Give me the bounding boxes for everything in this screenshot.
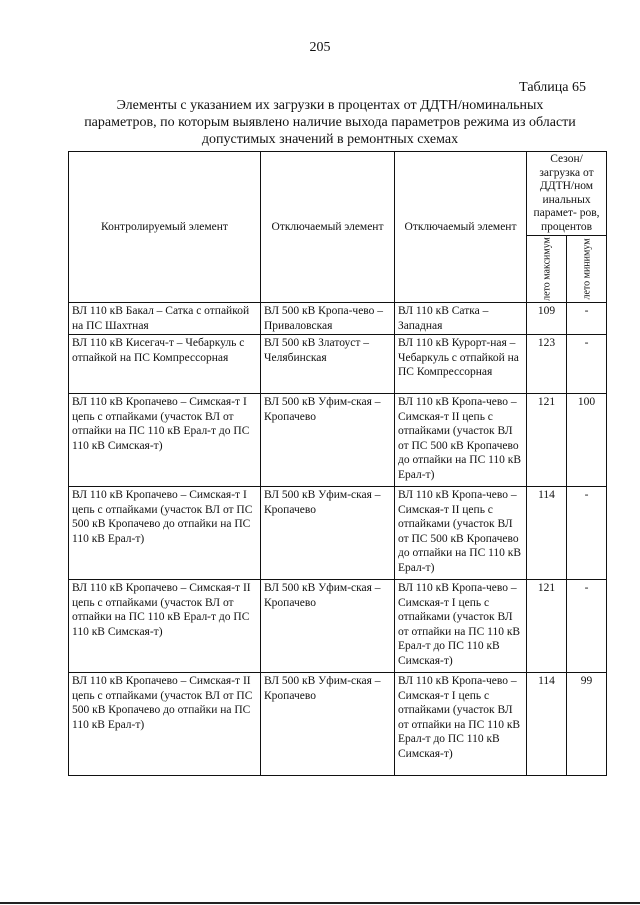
cell-disconnected-1: ВЛ 500 кВ Златоуст – Челябинская xyxy=(261,335,395,394)
cell-disconnected-1: ВЛ 500 кВ Уфим-ская – Кропачево xyxy=(261,394,395,487)
page-number: 205 xyxy=(309,40,331,55)
table-row xyxy=(69,394,607,487)
cell-summer-min: - xyxy=(567,580,607,673)
cell-disconnected-2: ВЛ 110 кВ Сатка – Западная xyxy=(395,303,527,335)
table-row xyxy=(69,487,607,580)
cell-disconnected-2: ВЛ 110 кВ Курорт-ная – Чебаркуль с отпайкой на ПС Компрессорная xyxy=(395,335,527,394)
cell-summer-min: - xyxy=(567,335,607,394)
cell-summer-max: 114 xyxy=(527,487,567,580)
cell-disconnected-1: ВЛ 500 кВ Уфим-ская – Кропачево xyxy=(261,487,395,580)
cell-summer-max: 123 xyxy=(527,335,567,394)
page-bottom-edge xyxy=(0,902,640,904)
cell-controlled: ВЛ 110 кВ Бакал – Сатка с отпайкой на ПС Шахтная xyxy=(69,303,261,335)
header-summer-max-text: лето максимум xyxy=(541,237,552,301)
cell-disconnected-2: ВЛ 110 кВ Кропа-чево – Симская-т II цепь с отпайками (участок ВЛ от ПС 500 кВ Кропачево до отпайки на ПС 110 кВ Ерал-т) xyxy=(395,487,527,580)
table-label: Таблица 65 xyxy=(519,80,586,95)
cell-summer-max: 109 xyxy=(527,303,567,335)
header-summer-min-text: лето минимум xyxy=(581,238,592,300)
cell-disconnected-2: ВЛ 110 кВ Кропа-чево – Симская-т II цепь с отпайками (участок ВЛ от ПС 500 кВ Кропачево до отпайки на ПС 110 кВ Ерал-т) xyxy=(395,394,527,487)
header-disconnected-element-2: Отключаемый элемент xyxy=(395,152,527,303)
cell-controlled: ВЛ 110 кВ Кисегач-т – Чебаркуль с отпайкой на ПС Компрессорная xyxy=(69,335,261,394)
cell-controlled: ВЛ 110 кВ Кропачево – Симская-т II цепь с отпайками (участок ВЛ от отпайки на ПС 110 кВ Ерал-т до ПС 110 кВ Симская-т) xyxy=(69,580,261,673)
cell-summer-max: 114 xyxy=(527,673,567,776)
header-season-load: Сезон/ загрузка от ДДТН/ном инальных парамет- ров, процентов xyxy=(527,152,607,236)
cell-summer-min: - xyxy=(567,303,607,335)
cell-summer-min: 100 xyxy=(567,394,607,487)
table-row xyxy=(69,303,607,335)
header-summer-max xyxy=(527,236,567,303)
cell-disconnected-2: ВЛ 110 кВ Кропа-чево – Симская-т I цепь с отпайками (участок ВЛ от отпайки на ПС 110 кВ Ерал-т до ПС 110 кВ Симская-т) xyxy=(395,673,527,776)
cell-summer-min: 99 xyxy=(567,673,607,776)
header-summer-min xyxy=(567,236,607,303)
cell-summer-max: 121 xyxy=(527,394,567,487)
header-controlled-element: Контролируемый элемент xyxy=(69,152,261,303)
cell-summer-max: 121 xyxy=(527,580,567,673)
load-table xyxy=(68,151,607,776)
cell-disconnected-2: ВЛ 110 кВ Кропа-чево – Симская-т I цепь с отпайками (участок ВЛ от отпайки на ПС 110 кВ Ерал-т до ПС 110 кВ Симская-т) xyxy=(395,580,527,673)
cell-disconnected-1: ВЛ 500 кВ Уфим-ская – Кропачево xyxy=(261,580,395,673)
table-title: Элементы с указанием их загрузки в процентах от ДДТН/номинальных параметров, по которым выявлено наличие выхода параметров режима из области допустимых значений в ремонтных схемах xyxy=(84,98,576,147)
table-row xyxy=(69,335,607,394)
cell-controlled: ВЛ 110 кВ Кропачево – Симская-т II цепь с отпайками (участок ВЛ от ПС 500 кВ Кропачево до отпайки на ПС 110 кВ Ерал-т) xyxy=(69,673,261,776)
table-row xyxy=(69,580,607,673)
cell-disconnected-1: ВЛ 500 кВ Уфим-ская – Кропачево xyxy=(261,673,395,776)
cell-controlled: ВЛ 110 кВ Кропачево – Симская-т I цепь с отпайками (участок ВЛ от ПС 500 кВ Кропачево до отпайки на ПС 110 кВ Ерал-т) xyxy=(69,487,261,580)
table-row xyxy=(69,673,607,776)
cell-summer-min: - xyxy=(567,487,607,580)
cell-controlled: ВЛ 110 кВ Кропачево – Симская-т I цепь с отпайками (участок ВЛ от отпайки на ПС 110 кВ Ерал-т до ПС 110 кВ Симская-т) xyxy=(69,394,261,487)
cell-disconnected-1: ВЛ 500 кВ Кропа-чево – Приваловская xyxy=(261,303,395,335)
header-disconnected-element-1: Отключаемый элемент xyxy=(261,152,395,303)
